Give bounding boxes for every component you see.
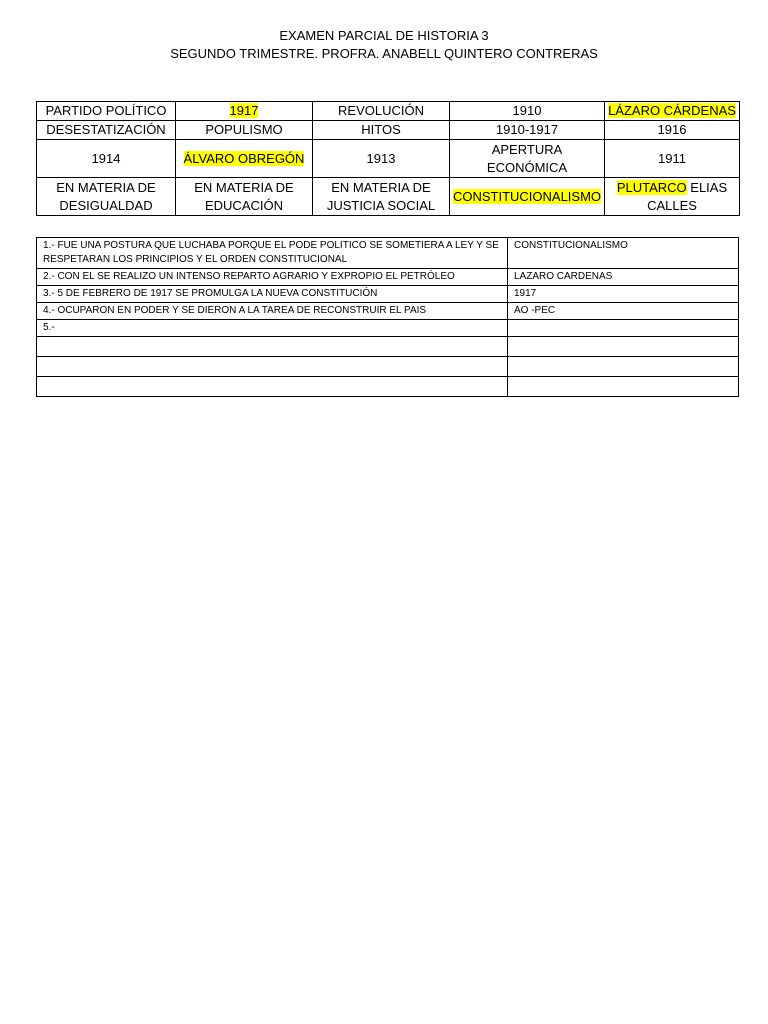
grid-cell [176, 140, 313, 178]
answer-cell: CONSTITUCIONALISMO [508, 238, 739, 269]
grid-row [37, 140, 740, 178]
question-cell: 3.- 5 DE FEBRERO DE 1917 SE PROMULGA LA NUEVA CONSTITUCIÓN [37, 286, 508, 303]
answer-cell [508, 377, 739, 397]
question-row [37, 286, 739, 303]
grid-cell [450, 121, 605, 140]
cell-text: 1916 [657, 122, 687, 137]
cell-text: POPULISMO [205, 122, 283, 137]
question-cell: 1.- FUE UNA POSTURA QUE LUCHABA PORQUE EL PODE POLITICO SE SOMETIERA A LEY Y SE RESPETARAN LOS PRINCIPIOS Y EL ORDEN CONSTITUCIONAL [37, 238, 508, 269]
empty-row [37, 377, 739, 397]
grid-row [37, 121, 740, 140]
answer-cell: 1917 [508, 286, 739, 303]
grid-cell [313, 140, 450, 178]
grid-cell [605, 102, 740, 121]
question-cell [37, 337, 508, 357]
question-cell [37, 377, 508, 397]
question-cell [37, 357, 508, 377]
questions-table [36, 237, 739, 397]
question-row [37, 320, 739, 337]
grid-cell [313, 178, 450, 216]
grid-cell [313, 121, 450, 140]
cell-text-highlighted: PLUTARCO [616, 179, 687, 195]
answer-cell: AO -PEC [508, 303, 739, 320]
grid-cell [605, 140, 740, 178]
grid-cell [37, 102, 176, 121]
cell-text: 1914 [91, 150, 121, 166]
empty-row [37, 357, 739, 377]
question-cell: 4.- OCUPARON EN PODER Y SE DIERON A LA TAREA DE RECONSTRUIR EL PAIS [37, 303, 508, 320]
grid-cell [176, 102, 313, 121]
cell-text: REVOLUCIÓN [338, 103, 424, 118]
answer-cell [508, 357, 739, 377]
question-cell: 2.- CON EL SE REALIZO UN INTENSO REPARTO AGRARIO Y EXPROPIO EL PETRÓLEO [37, 269, 508, 286]
cell-text: ELIAS CALLES [647, 179, 728, 213]
grid-cell [37, 178, 176, 216]
question-row [37, 238, 739, 269]
cell-text-highlighted: 1917 [229, 103, 259, 118]
grid-cell [605, 178, 740, 216]
cell-text: EN MATERIA DE JUSTICIA SOCIAL [326, 179, 436, 213]
grid-cell [176, 178, 313, 216]
grid-cell [37, 121, 176, 140]
grid-row [37, 102, 740, 121]
cell-text: 1911 [658, 150, 686, 166]
cell-text-highlighted: CONSTITUCIONALISMO [452, 188, 602, 204]
grid-cell [313, 102, 450, 121]
exam-header [0, 27, 768, 63]
cell-text: EN MATERIA DE EDUCACIÓN [194, 179, 294, 213]
cell-text: APERTURA ECONÓMICA [486, 141, 568, 175]
grid-cell [37, 140, 176, 178]
cell-text: EN MATERIA DE DESIGUALDAD [56, 179, 156, 213]
cell-text-highlighted: LÁZARO CÁRDENAS [608, 103, 736, 118]
exam-title: EXAMEN PARCIAL DE HISTORIA 3 [279, 28, 489, 43]
cell-text: PARTIDO POLÍTICO [45, 103, 167, 118]
cell-text: HITOS [361, 122, 401, 137]
exam-subtitle: SEGUNDO TRIMESTRE. PROFRA. ANABELL QUINTERO CONTRERAS [170, 46, 598, 61]
question-row [37, 303, 739, 320]
cell-text: 1910-1917 [495, 122, 559, 137]
grid-cell [450, 102, 605, 121]
answer-cell: LAZARO CARDENAS [508, 269, 739, 286]
grid-row [37, 178, 740, 216]
grid-cell [605, 121, 740, 140]
answer-cell [508, 337, 739, 357]
cell-text-highlighted: ÁLVARO OBREGÓN [183, 150, 305, 166]
grid-cell [450, 178, 605, 216]
concept-grid [36, 101, 740, 216]
grid-cell [176, 121, 313, 140]
cell-text: 1913 [366, 150, 396, 166]
empty-row [37, 337, 739, 357]
cell-text: DESESTATIZACIÓN [46, 122, 166, 137]
cell-text: 1910 [512, 103, 542, 118]
answer-cell [508, 320, 739, 337]
grid-cell [450, 140, 605, 178]
question-cell: 5.- [37, 320, 508, 337]
question-row [37, 269, 739, 286]
